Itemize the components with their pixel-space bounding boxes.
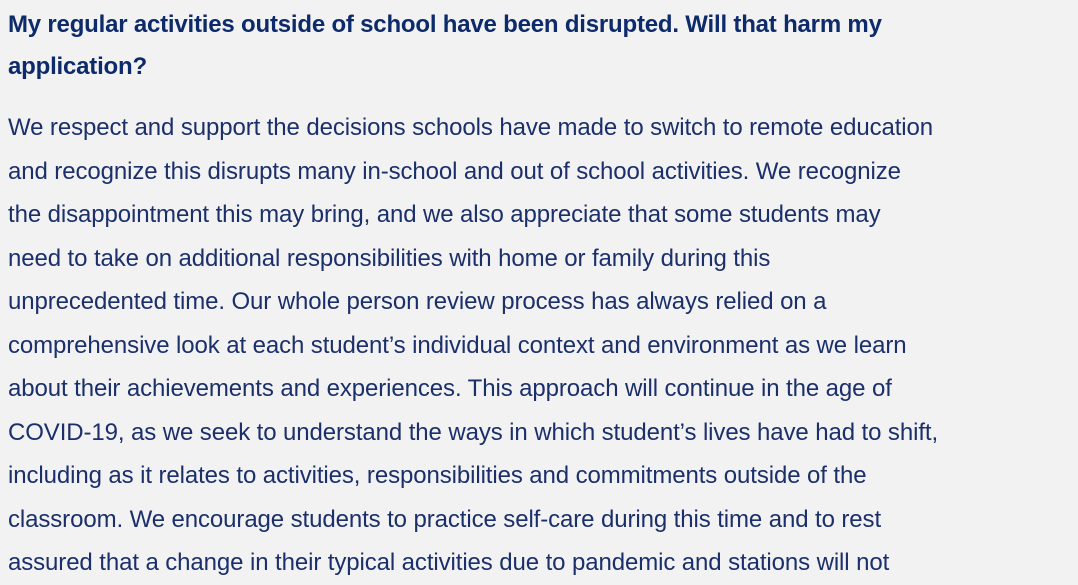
faq-item <box>8 0 1078 585</box>
faq-question <box>8 0 1078 88</box>
answer-line: and recognize this disrupts many in-school and out of school activities. We recognize <box>8 157 901 185</box>
answer-line: We respect and support the decisions schools have made to switch to remote education <box>8 114 934 141</box>
answer-line: assured that a change in their typical activities due to pandemic and stations will not <box>8 549 890 576</box>
answer-line: about their achievements and experiences. This approach will continue in the age of <box>8 375 892 402</box>
answer-line: comprehensive look at each student’s individual context and environment as we learn <box>8 331 907 359</box>
answer-line: the disappointment this may bring, and we also appreciate that some students may <box>8 201 881 228</box>
faq-answer <box>8 88 1078 585</box>
answer-line: unprecedented time. Our whole person review process has always relied on a <box>8 288 827 315</box>
answer-line: COVID-19, as we seek to understand the ways in which student’s lives have had to shift, <box>8 418 939 446</box>
answer-line: need to take on additional responsibilities with home or family during this <box>8 244 771 272</box>
question-line: application? <box>8 53 147 80</box>
answer-line: including as it relates to activities, responsibilities and commitments outside of the <box>8 462 867 489</box>
question-line: My regular activities outside of school have been disrupted. Will that harm my <box>8 11 882 38</box>
answer-line: classroom. We encourage students to practice self-care during this time and to rest <box>8 505 882 533</box>
